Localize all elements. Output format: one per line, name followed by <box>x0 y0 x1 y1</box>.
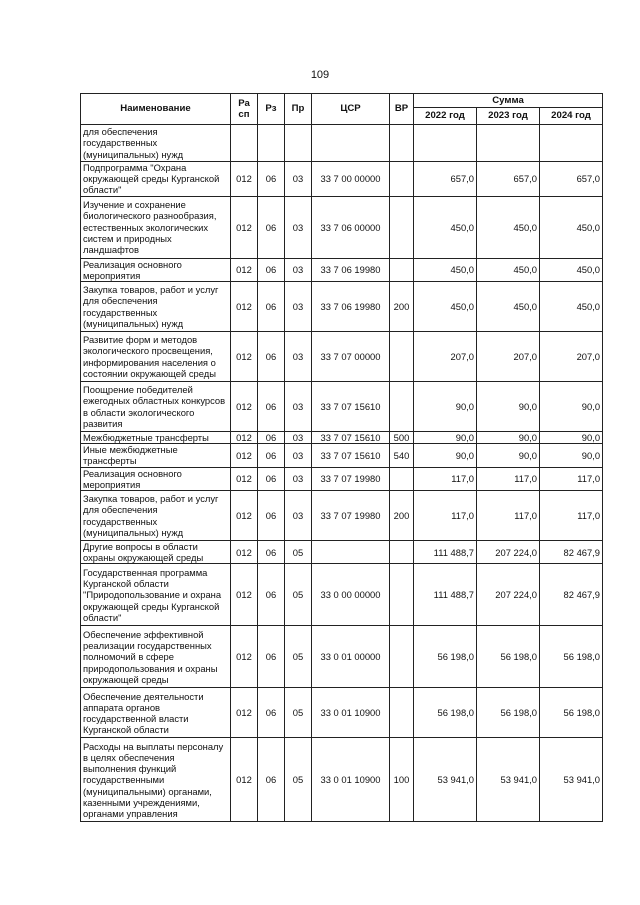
header-csr: ЦСР <box>312 94 390 125</box>
row-2023-value: 207 224,0 <box>477 564 540 626</box>
row-csr: 33 0 00 00000 <box>312 564 390 626</box>
header-rz: Рз <box>258 94 285 125</box>
table-row <box>81 541 603 564</box>
table-row <box>81 688 603 738</box>
row-csr: 33 0 01 10900 <box>312 688 390 738</box>
row-2024-value: 53 941,0 <box>540 738 603 822</box>
table-row <box>81 382 603 432</box>
row-vr <box>390 382 414 432</box>
row-2024-value: 90,0 <box>540 432 603 444</box>
row-2022-value: 90,0 <box>414 432 477 444</box>
row-vr <box>390 541 414 564</box>
table-row <box>81 626 603 688</box>
row-name: Реализация основного мероприятия <box>81 258 231 281</box>
row-rz <box>258 125 285 162</box>
row-2024-value: 117,0 <box>540 467 603 490</box>
row-name: Поощрение победителей ежегодных областных конкурсов в области экологического развития <box>81 382 231 432</box>
row-2023-value: 53 941,0 <box>477 738 540 822</box>
row-rasp: 012 <box>231 382 258 432</box>
row-pr: 05 <box>285 541 312 564</box>
row-2022-value: 56 198,0 <box>414 626 477 688</box>
row-vr <box>390 125 414 162</box>
row-vr <box>390 196 414 258</box>
row-rz: 06 <box>258 196 285 258</box>
row-2022-value: 207,0 <box>414 332 477 382</box>
row-vr <box>390 258 414 281</box>
row-pr: 03 <box>285 332 312 382</box>
row-2022-value: 117,0 <box>414 467 477 490</box>
table-row <box>81 332 603 382</box>
row-2024-value: 117,0 <box>540 491 603 541</box>
budget-table <box>80 93 603 822</box>
row-csr: 33 7 06 19980 <box>312 258 390 281</box>
row-csr: 33 7 00 00000 <box>312 162 390 197</box>
row-vr: 500 <box>390 432 414 444</box>
table-row <box>81 125 603 162</box>
row-csr: 33 7 07 15610 <box>312 382 390 432</box>
row-2022-value: 111 488,7 <box>414 564 477 626</box>
row-pr: 03 <box>285 162 312 197</box>
row-csr: 33 7 07 15610 <box>312 432 390 444</box>
row-2023-value: 56 198,0 <box>477 626 540 688</box>
row-name: Иные межбюджетные трансферты <box>81 444 231 467</box>
row-rasp: 012 <box>231 444 258 467</box>
row-name: Изучение и сохранение биологического разнообразия, естественных экологических систем и природных ландшафтов <box>81 196 231 258</box>
header-2024: 2024 год <box>540 108 603 125</box>
table-row <box>81 564 603 626</box>
row-name: Расходы на выплаты персоналу в целях обеспечения выполнения функций государственными (муниципальными) органами, казенными учреждениями, органами управления <box>81 738 231 822</box>
row-2024-value: 450,0 <box>540 282 603 332</box>
row-pr: 03 <box>285 444 312 467</box>
row-rz: 06 <box>258 564 285 626</box>
row-2022-value: 450,0 <box>414 258 477 281</box>
row-rasp: 012 <box>231 282 258 332</box>
row-csr: 33 7 07 15610 <box>312 444 390 467</box>
row-rasp: 012 <box>231 162 258 197</box>
row-csr: 33 7 07 19980 <box>312 491 390 541</box>
row-name: Реализация основного мероприятия <box>81 467 231 490</box>
row-rz: 06 <box>258 467 285 490</box>
row-2023-value: 117,0 <box>477 491 540 541</box>
header-vr: ВР <box>390 94 414 125</box>
row-vr <box>390 626 414 688</box>
table-row <box>81 467 603 490</box>
row-pr: 03 <box>285 258 312 281</box>
row-csr: 33 7 07 00000 <box>312 332 390 382</box>
row-2022-value: 90,0 <box>414 444 477 467</box>
header-name: Наименование <box>81 94 231 125</box>
table-row <box>81 258 603 281</box>
table-row <box>81 444 603 467</box>
row-2024-value: 450,0 <box>540 258 603 281</box>
row-name: Подпрограмма "Охрана окружающей среды Курганской области" <box>81 162 231 197</box>
row-2022-value: 90,0 <box>414 382 477 432</box>
row-rasp: 012 <box>231 258 258 281</box>
row-name: Межбюджетные трансферты <box>81 432 231 444</box>
row-rasp: 012 <box>231 467 258 490</box>
row-rz: 06 <box>258 432 285 444</box>
row-name: Другие вопросы в области охраны окружающей среды <box>81 541 231 564</box>
table-row <box>81 196 603 258</box>
table-row <box>81 491 603 541</box>
table-row <box>81 282 603 332</box>
row-pr: 05 <box>285 626 312 688</box>
row-2022-value: 657,0 <box>414 162 477 197</box>
row-rasp: 012 <box>231 688 258 738</box>
table-row <box>81 432 603 444</box>
row-rz: 06 <box>258 282 285 332</box>
row-2024-value: 56 198,0 <box>540 626 603 688</box>
row-pr: 03 <box>285 491 312 541</box>
row-csr: 33 0 01 00000 <box>312 626 390 688</box>
row-2023-value: 207 224,0 <box>477 541 540 564</box>
row-rasp: 012 <box>231 491 258 541</box>
row-2022-value: 450,0 <box>414 196 477 258</box>
row-2023-value: 657,0 <box>477 162 540 197</box>
header-2023: 2023 год <box>477 108 540 125</box>
row-vr <box>390 332 414 382</box>
row-rasp: 012 <box>231 332 258 382</box>
row-rz: 06 <box>258 332 285 382</box>
row-2022-value: 56 198,0 <box>414 688 477 738</box>
row-2023-value: 450,0 <box>477 282 540 332</box>
row-vr: 540 <box>390 444 414 467</box>
row-rz: 06 <box>258 382 285 432</box>
row-2022-value: 450,0 <box>414 282 477 332</box>
row-2024-value: 82 467,9 <box>540 564 603 626</box>
row-2023-value: 56 198,0 <box>477 688 540 738</box>
row-2024-value <box>540 125 603 162</box>
row-2023-value: 207,0 <box>477 332 540 382</box>
table-row <box>81 162 603 197</box>
row-vr: 200 <box>390 491 414 541</box>
row-2022-value <box>414 125 477 162</box>
row-rasp <box>231 125 258 162</box>
row-2022-value: 111 488,7 <box>414 541 477 564</box>
row-2024-value: 56 198,0 <box>540 688 603 738</box>
row-rasp: 012 <box>231 564 258 626</box>
row-2023-value: 90,0 <box>477 432 540 444</box>
row-name: Развитие форм и методов экологического просвещения, информирования населения о состоянии окружающей среды <box>81 332 231 382</box>
page-number: 109 <box>310 69 330 81</box>
header-2022: 2022 год <box>414 108 477 125</box>
row-pr: 03 <box>285 467 312 490</box>
row-rz: 06 <box>258 688 285 738</box>
row-2022-value: 117,0 <box>414 491 477 541</box>
row-rasp: 012 <box>231 432 258 444</box>
row-name: Обеспечение эффективной реализации государственных полномочий в сфере природопользования и охраны окружающей среды <box>81 626 231 688</box>
row-csr <box>312 541 390 564</box>
row-2023-value: 90,0 <box>477 444 540 467</box>
row-rasp: 012 <box>231 541 258 564</box>
row-2023-value: 117,0 <box>477 467 540 490</box>
row-rz: 06 <box>258 444 285 467</box>
row-vr <box>390 162 414 197</box>
row-rz: 06 <box>258 626 285 688</box>
row-2024-value: 207,0 <box>540 332 603 382</box>
table-row <box>81 738 603 822</box>
row-vr <box>390 564 414 626</box>
row-2024-value: 82 467,9 <box>540 541 603 564</box>
row-2023-value: 90,0 <box>477 382 540 432</box>
row-csr: 33 7 06 00000 <box>312 196 390 258</box>
row-vr: 200 <box>390 282 414 332</box>
row-pr: 05 <box>285 564 312 626</box>
header-rasp: Ра сп <box>231 94 258 125</box>
row-rasp: 012 <box>231 738 258 822</box>
row-2024-value: 450,0 <box>540 196 603 258</box>
table-body <box>81 125 603 822</box>
row-2024-value: 657,0 <box>540 162 603 197</box>
row-rasp: 012 <box>231 196 258 258</box>
row-pr: 05 <box>285 738 312 822</box>
row-2023-value: 450,0 <box>477 196 540 258</box>
row-vr <box>390 688 414 738</box>
row-rz: 06 <box>258 738 285 822</box>
row-pr: 03 <box>285 382 312 432</box>
row-pr: 03 <box>285 282 312 332</box>
row-vr <box>390 467 414 490</box>
row-pr <box>285 125 312 162</box>
row-2023-value: 450,0 <box>477 258 540 281</box>
row-name: Закупка товаров, работ и услуг для обеспечения государственных (муниципальных) нужд <box>81 282 231 332</box>
row-vr: 100 <box>390 738 414 822</box>
row-name: Государственная программа Курганской области "Природопользование и охрана окружающей среды Курганской области" <box>81 564 231 626</box>
row-csr: 33 0 01 10900 <box>312 738 390 822</box>
row-2024-value: 90,0 <box>540 382 603 432</box>
row-rz: 06 <box>258 541 285 564</box>
row-rz: 06 <box>258 491 285 541</box>
row-rz: 06 <box>258 258 285 281</box>
row-pr: 03 <box>285 196 312 258</box>
row-pr: 03 <box>285 432 312 444</box>
row-name: для обеспечения государственных (муниципальных) нужд <box>81 125 231 162</box>
row-2024-value: 90,0 <box>540 444 603 467</box>
row-name: Обеспечение деятельности аппарата органов государственной власти Курганской области <box>81 688 231 738</box>
row-2022-value: 53 941,0 <box>414 738 477 822</box>
header-sum: Сумма <box>414 94 603 108</box>
row-csr: 33 7 06 19980 <box>312 282 390 332</box>
row-csr <box>312 125 390 162</box>
row-rasp: 012 <box>231 626 258 688</box>
row-rz: 06 <box>258 162 285 197</box>
row-name: Закупка товаров, работ и услуг для обеспечения государственных (муниципальных) нужд <box>81 491 231 541</box>
row-csr: 33 7 07 19980 <box>312 467 390 490</box>
row-2023-value <box>477 125 540 162</box>
header-pr: Пр <box>285 94 312 125</box>
row-pr: 05 <box>285 688 312 738</box>
